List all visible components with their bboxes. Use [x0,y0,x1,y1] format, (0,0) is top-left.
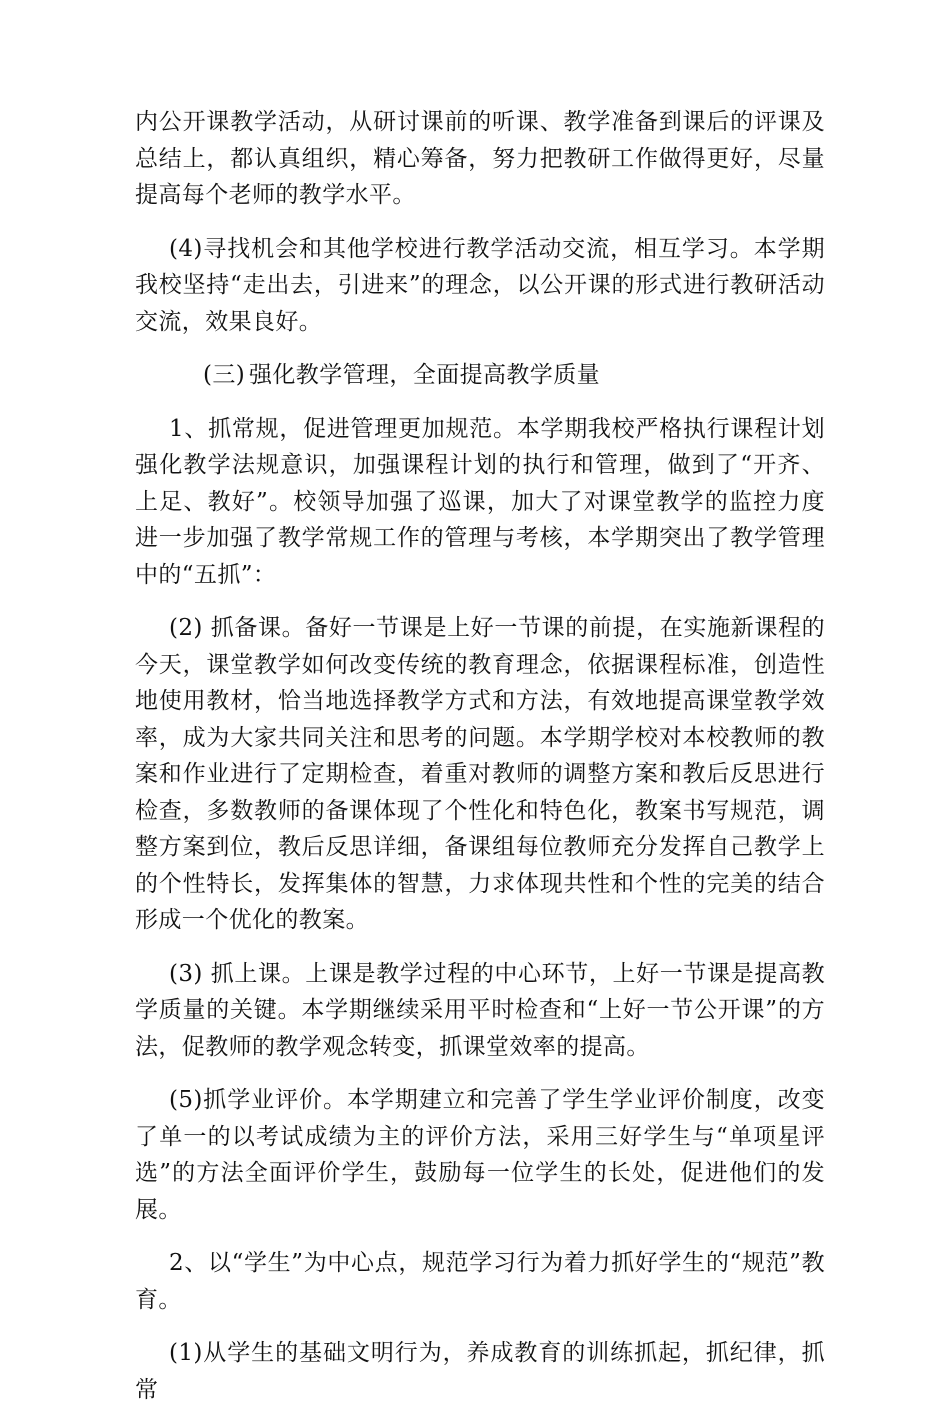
section-heading [135,357,825,394]
section-heading-title: 强化教学管理，全面提高教学质量 [249,362,600,388]
paragraph-1: 内公开课教学活动，从研讨课前的听课、教学准备到课后的评课及总结上，都认真组织，精心筹备，努力把教研工作做得更好，尽量提高每个老师的教学水平。 [135,109,825,208]
section-heading-number: (三) [203,362,246,388]
paragraph-2: (4)寻找机会和其他学校进行教学活动交流，相互学习。本学期我校坚持“走出去，引进来”的理念，以公开课的形式进行教研活动交流，效果良好。 [135,235,825,335]
paragraph-4: 1、抓常规，促进管理更加规范。本学期我校严格执行课程计划强化教学法规意识，加强课程计划的执行和管理，做到了“开齐、上足、教好”。校领导加强了巡课，加大了对课堂教学的监控力度进一步加强了教学常规工作的管理与考核，本学期突出了教学管理中的“五抓”： [135,415,825,588]
paragraph-5: (2) 抓备课。备好一节课是上好一节课的前提，在实施新课程的今天，课堂教学如何改变传统的教育理念，依据课程标准，创造性地使用教材，恰当地选择教学方式和方法，有效地提高课堂教学效率，成为大家共同关注和思考的问题。本学期学校对本校教师的教案和作业进行了定期检查，着重对教师的调整方案和教后反思进行检查，多数教师的备课体现了个性化和特色化，教案书写规范，调整方案到位，教后反思详细，备课组每位教师充分发挥自己教学上的个性特长，发挥集体的智慧，力求体现共性和个性的完美的结合形成一个优化的教案。 [135,615,825,933]
paragraph-8: 2、以“学生”为中心点，规范学习行为着力抓好学生的“规范”教育。 [135,1250,825,1313]
paragraph-9: (1)从学生的基础文明行为，养成教育的训练抓起，抓纪律，抓常 [135,1340,825,1403]
paragraph-6: (3) 抓上课。上课是教学过程的中心环节，上好一节课是提高教学质量的关键。本学期继续采用平时检查和“上好一节公开课”的方法，促教师的教学观念转变，抓课堂效率的提高。 [135,960,825,1060]
document-body [135,104,825,1425]
paragraph-7: (5)抓学业评价。本学期建立和完善了学生学业评价制度，改变了单一的以考试成绩为主的评价方法，采用三好学生与“单项星评选”的方法全面评价学生，鼓励每一位学生的长处，促进他们的发展。 [135,1087,825,1223]
